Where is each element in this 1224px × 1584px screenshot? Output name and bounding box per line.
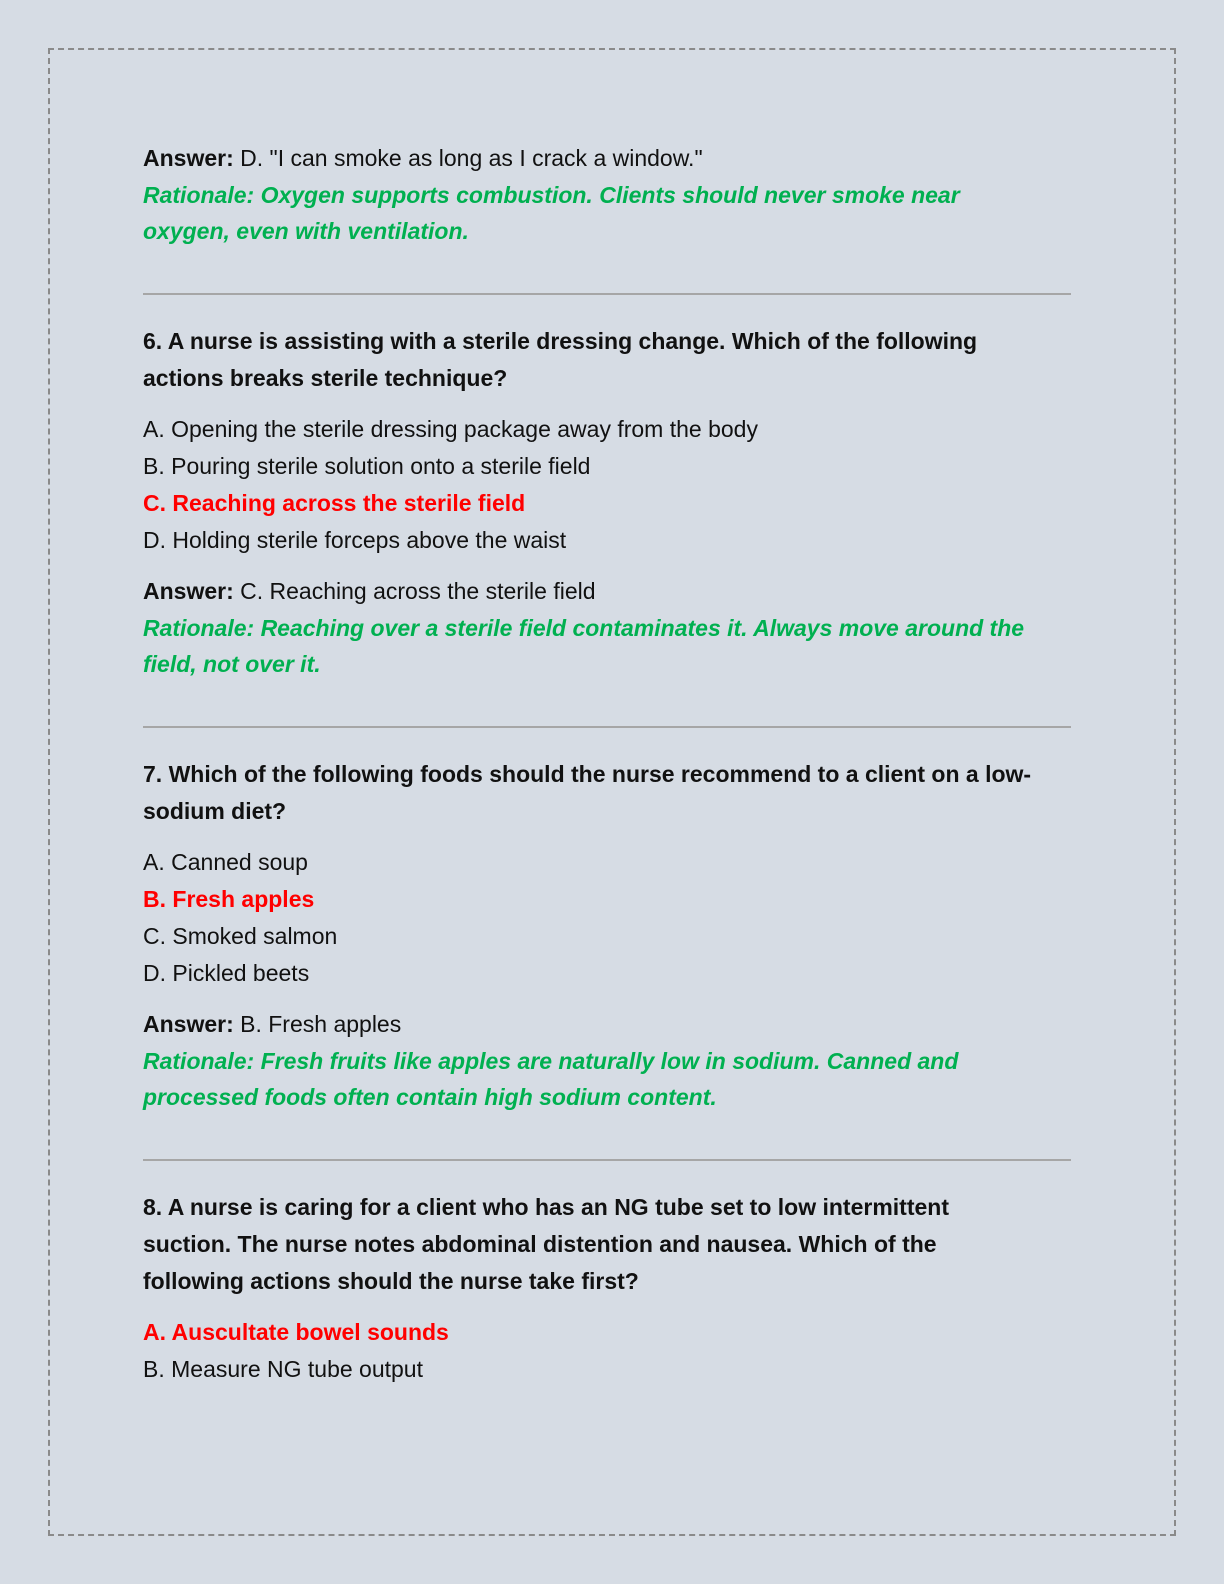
question-text: 6. A nurse is assisting with a sterile dressing change. Which of the following actions breaks sterile technique? <box>143 328 978 391</box>
answer-text: B. Fresh apples <box>240 1011 402 1037</box>
rationale-text: Rationale: Fresh fruits like apples are naturally low in sodium. Canned and processed foods often contain high sodium content. <box>143 1048 959 1110</box>
option-c: C. Smoked salmon <box>143 923 338 949</box>
options-list <box>143 844 1073 992</box>
option-c-correct: C. Reaching across the sterile field <box>143 490 526 516</box>
section-divider <box>143 1159 1071 1161</box>
question-5-answer-block <box>143 140 1073 249</box>
options-list <box>143 1314 1073 1388</box>
question-text: 8. A nurse is caring for a client who has an NG tube set to low intermittent suction. The nurse notes abdominal distention and nausea. Which of the following actions should the nurse take first? <box>143 1194 949 1294</box>
answer-label: Answer: <box>143 145 234 171</box>
rationale-text: Rationale: Reaching over a sterile field contaminates it. Always move around the field, not over it. <box>143 615 1025 677</box>
answer-text: D. "I can smoke as long as I crack a window." <box>240 145 703 171</box>
option-d: D. Pickled beets <box>143 960 310 986</box>
answer-line <box>143 573 1073 610</box>
section-divider <box>143 726 1071 728</box>
rationale-text: Rationale: Oxygen supports combustion. Clients should never smoke near oxygen, even with ventilation. <box>143 182 960 244</box>
option-a: A. Canned soup <box>143 849 308 875</box>
document-content <box>143 140 1073 1388</box>
option-b: B. Pouring sterile solution onto a sterile field <box>143 453 591 479</box>
question-text: 7. Which of the following foods should the nurse recommend to a client on a low-sodium diet? <box>143 761 1032 824</box>
options-list <box>143 411 1073 559</box>
option-a: A. Opening the sterile dressing package away from the body <box>143 416 758 442</box>
question-7 <box>143 756 1073 1115</box>
answer-line <box>143 1006 1073 1043</box>
option-b-correct: B. Fresh apples <box>143 886 315 912</box>
answer-block <box>143 573 1073 682</box>
answer-label: Answer: <box>143 1011 234 1037</box>
question-8 <box>143 1189 1073 1388</box>
section-divider <box>143 293 1071 295</box>
answer-text: C. Reaching across the sterile field <box>240 578 596 604</box>
question-6 <box>143 323 1073 682</box>
option-a-correct: A. Auscultate bowel sounds <box>143 1319 449 1345</box>
answer-line <box>143 140 1073 177</box>
answer-block <box>143 1006 1073 1115</box>
answer-label: Answer: <box>143 578 234 604</box>
option-b: B. Measure NG tube output <box>143 1356 423 1382</box>
option-d: D. Holding sterile forceps above the waist <box>143 527 567 553</box>
